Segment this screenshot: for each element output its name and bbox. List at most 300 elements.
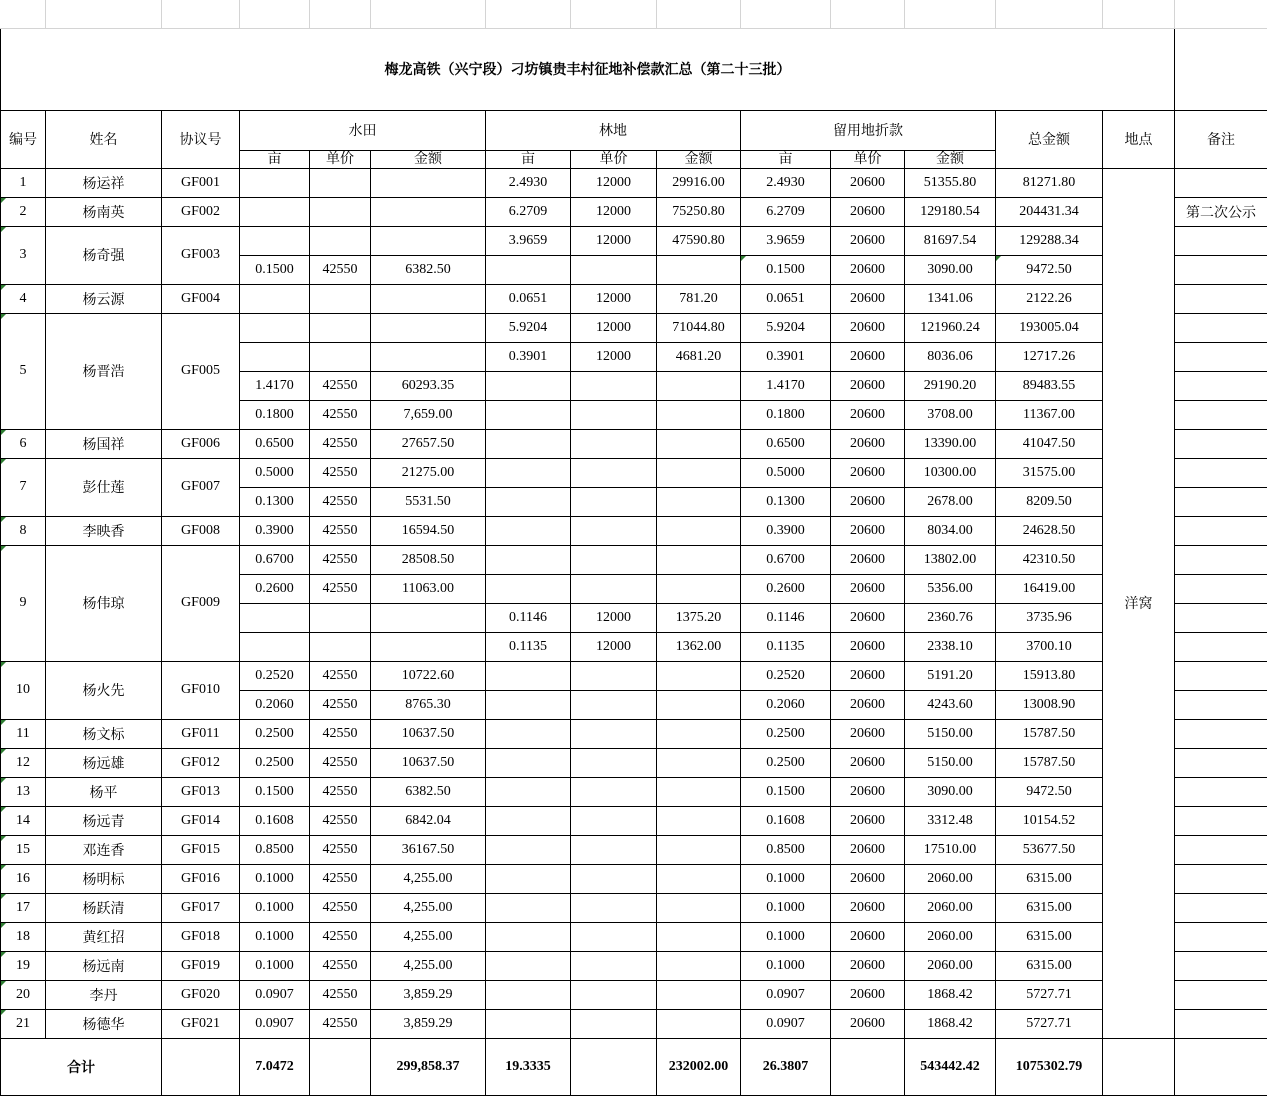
forest-amount-cell[interactable]: 1362.00 xyxy=(657,632,741,661)
cell[interactable] xyxy=(741,0,831,28)
header-reserved[interactable]: 留用地折款 xyxy=(741,110,996,150)
reserved-price-cell[interactable]: 20600 xyxy=(831,255,905,284)
reserved-mu-cell[interactable]: 0.1608 xyxy=(741,806,831,835)
seq-cell[interactable]: 5 xyxy=(1,313,46,429)
paddy-price-cell[interactable]: 42550 xyxy=(310,400,371,429)
paddy-mu-cell[interactable]: 0.2520 xyxy=(240,661,310,690)
paddy-price-cell[interactable]: 42550 xyxy=(310,429,371,458)
header-forest-price[interactable]: 单价 xyxy=(571,150,657,168)
header-location[interactable]: 地点 xyxy=(1103,110,1175,168)
remark-cell[interactable] xyxy=(1175,371,1267,400)
remark-cell[interactable] xyxy=(1175,429,1267,458)
agreement-cell[interactable]: GF012 xyxy=(162,748,240,777)
seq-cell[interactable]: 19 xyxy=(1,951,46,980)
reserved-mu-cell[interactable]: 0.1800 xyxy=(741,400,831,429)
reserved-price-cell[interactable]: 20600 xyxy=(831,603,905,632)
paddy-mu-cell[interactable]: 0.5000 xyxy=(240,458,310,487)
location-cell[interactable]: 洋窝 xyxy=(1103,168,1175,1038)
total-cell[interactable]: 3700.10 xyxy=(996,632,1103,661)
total-cell[interactable]: 6315.00 xyxy=(996,922,1103,951)
paddy-price-cell[interactable] xyxy=(310,284,371,313)
paddy-mu-cell[interactable]: 0.2500 xyxy=(240,719,310,748)
total-cell[interactable]: 193005.04 xyxy=(996,313,1103,342)
paddy-amount-cell[interactable]: 10637.50 xyxy=(371,748,486,777)
paddy-amount-cell[interactable]: 11063.00 xyxy=(371,574,486,603)
reserved-price-cell[interactable]: 20600 xyxy=(831,487,905,516)
totals-paddy-mu[interactable]: 7.0472 xyxy=(240,1038,310,1095)
reserved-mu-cell[interactable]: 0.1000 xyxy=(741,893,831,922)
reserved-mu-cell[interactable]: 0.1500 xyxy=(741,255,831,284)
remark-cell[interactable] xyxy=(1175,1009,1267,1038)
forest-mu-cell[interactable] xyxy=(486,719,571,748)
forest-price-cell[interactable]: 12000 xyxy=(571,284,657,313)
reserved-price-cell[interactable]: 20600 xyxy=(831,429,905,458)
paddy-mu-cell[interactable] xyxy=(240,197,310,226)
forest-price-cell[interactable]: 12000 xyxy=(571,168,657,197)
paddy-price-cell[interactable]: 42550 xyxy=(310,864,371,893)
reserved-amount-cell[interactable]: 3090.00 xyxy=(905,255,996,284)
seq-cell[interactable]: 11 xyxy=(1,719,46,748)
forest-mu-cell[interactable] xyxy=(486,1009,571,1038)
total-cell[interactable]: 204431.34 xyxy=(996,197,1103,226)
paddy-amount-cell[interactable]: 60293.35 xyxy=(371,371,486,400)
reserved-mu-cell[interactable]: 0.1000 xyxy=(741,864,831,893)
remark-cell[interactable] xyxy=(1175,661,1267,690)
paddy-amount-cell[interactable]: 36167.50 xyxy=(371,835,486,864)
agreement-cell[interactable]: GF006 xyxy=(162,429,240,458)
cell[interactable] xyxy=(1175,0,1267,28)
total-cell[interactable]: 6315.00 xyxy=(996,893,1103,922)
reserved-mu-cell[interactable]: 0.1146 xyxy=(741,603,831,632)
reserved-price-cell[interactable]: 20600 xyxy=(831,197,905,226)
seq-cell[interactable]: 9 xyxy=(1,545,46,661)
paddy-price-cell[interactable]: 42550 xyxy=(310,1009,371,1038)
cell[interactable] xyxy=(831,1038,905,1095)
forest-amount-cell[interactable] xyxy=(657,429,741,458)
paddy-price-cell[interactable] xyxy=(310,342,371,371)
forest-price-cell[interactable] xyxy=(571,748,657,777)
reserved-mu-cell[interactable]: 0.8500 xyxy=(741,835,831,864)
total-cell[interactable]: 5727.71 xyxy=(996,1009,1103,1038)
paddy-price-cell[interactable]: 42550 xyxy=(310,487,371,516)
agreement-cell[interactable]: GF002 xyxy=(162,197,240,226)
paddy-mu-cell[interactable]: 0.6500 xyxy=(240,429,310,458)
paddy-amount-cell[interactable]: 27657.50 xyxy=(371,429,486,458)
paddy-price-cell[interactable]: 42550 xyxy=(310,458,371,487)
cell[interactable] xyxy=(46,0,162,28)
agreement-cell[interactable]: GF008 xyxy=(162,516,240,545)
forest-price-cell[interactable] xyxy=(571,661,657,690)
paddy-amount-cell[interactable] xyxy=(371,168,486,197)
forest-price-cell[interactable] xyxy=(571,777,657,806)
cell[interactable] xyxy=(571,1038,657,1095)
paddy-price-cell[interactable] xyxy=(310,313,371,342)
header-reserved-amount[interactable]: 金额 xyxy=(905,150,996,168)
remark-cell[interactable] xyxy=(1175,719,1267,748)
total-cell[interactable]: 15913.80 xyxy=(996,661,1103,690)
forest-price-cell[interactable] xyxy=(571,806,657,835)
remark-cell[interactable] xyxy=(1175,545,1267,574)
remark-cell[interactable] xyxy=(1175,748,1267,777)
paddy-amount-cell[interactable]: 6842.04 xyxy=(371,806,486,835)
paddy-amount-cell[interactable]: 6382.50 xyxy=(371,255,486,284)
cell[interactable] xyxy=(310,1038,371,1095)
forest-amount-cell[interactable] xyxy=(657,951,741,980)
total-cell[interactable]: 11367.00 xyxy=(996,400,1103,429)
forest-amount-cell[interactable] xyxy=(657,690,741,719)
paddy-amount-cell[interactable]: 5531.50 xyxy=(371,487,486,516)
forest-mu-cell[interactable] xyxy=(486,458,571,487)
reserved-amount-cell[interactable]: 5150.00 xyxy=(905,719,996,748)
name-cell[interactable]: 杨国祥 xyxy=(46,429,162,458)
forest-amount-cell[interactable]: 1375.20 xyxy=(657,603,741,632)
header-seq[interactable]: 编号 xyxy=(1,110,46,168)
remark-cell[interactable] xyxy=(1175,458,1267,487)
reserved-amount-cell[interactable]: 2360.76 xyxy=(905,603,996,632)
reserved-price-cell[interactable]: 20600 xyxy=(831,690,905,719)
totals-forest-amount[interactable]: 232002.00 xyxy=(657,1038,741,1095)
paddy-price-cell[interactable]: 42550 xyxy=(310,516,371,545)
forest-price-cell[interactable]: 12000 xyxy=(571,632,657,661)
agreement-cell[interactable]: GF010 xyxy=(162,661,240,719)
reserved-amount-cell[interactable]: 129180.54 xyxy=(905,197,996,226)
reserved-amount-cell[interactable]: 2060.00 xyxy=(905,951,996,980)
reserved-price-cell[interactable]: 20600 xyxy=(831,864,905,893)
paddy-mu-cell[interactable]: 0.1500 xyxy=(240,777,310,806)
seq-cell[interactable]: 4 xyxy=(1,284,46,313)
remark-cell[interactable] xyxy=(1175,487,1267,516)
paddy-price-cell[interactable]: 42550 xyxy=(310,255,371,284)
reserved-mu-cell[interactable]: 3.9659 xyxy=(741,226,831,255)
seq-cell[interactable]: 13 xyxy=(1,777,46,806)
paddy-mu-cell[interactable]: 0.6700 xyxy=(240,545,310,574)
reserved-mu-cell[interactable]: 0.0907 xyxy=(741,1009,831,1038)
paddy-amount-cell[interactable] xyxy=(371,284,486,313)
cell[interactable] xyxy=(371,0,486,28)
remark-cell[interactable] xyxy=(1175,313,1267,342)
reserved-price-cell[interactable]: 20600 xyxy=(831,371,905,400)
remark-cell[interactable] xyxy=(1175,632,1267,661)
total-cell[interactable]: 6315.00 xyxy=(996,864,1103,893)
cell[interactable] xyxy=(996,0,1103,28)
forest-price-cell[interactable] xyxy=(571,1009,657,1038)
seq-cell[interactable]: 20 xyxy=(1,980,46,1009)
name-cell[interactable]: 彭仕莲 xyxy=(46,458,162,516)
paddy-mu-cell[interactable]: 0.2060 xyxy=(240,690,310,719)
agreement-cell[interactable]: GF016 xyxy=(162,864,240,893)
forest-mu-cell[interactable] xyxy=(486,922,571,951)
agreement-cell[interactable]: GF021 xyxy=(162,1009,240,1038)
forest-mu-cell[interactable] xyxy=(486,748,571,777)
forest-amount-cell[interactable]: 4681.20 xyxy=(657,342,741,371)
forest-amount-cell[interactable] xyxy=(657,661,741,690)
header-paddy-mu[interactable]: 亩 xyxy=(240,150,310,168)
total-cell[interactable]: 15787.50 xyxy=(996,719,1103,748)
forest-mu-cell[interactable] xyxy=(486,980,571,1009)
forest-price-cell[interactable] xyxy=(571,371,657,400)
total-cell[interactable]: 13008.90 xyxy=(996,690,1103,719)
forest-price-cell[interactable]: 12000 xyxy=(571,342,657,371)
forest-amount-cell[interactable] xyxy=(657,516,741,545)
name-cell[interactable]: 杨火先 xyxy=(46,661,162,719)
paddy-amount-cell[interactable]: 6382.50 xyxy=(371,777,486,806)
reserved-amount-cell[interactable]: 5191.20 xyxy=(905,661,996,690)
reserved-price-cell[interactable]: 20600 xyxy=(831,574,905,603)
reserved-amount-cell[interactable]: 2060.00 xyxy=(905,864,996,893)
cell[interactable] xyxy=(831,0,905,28)
reserved-mu-cell[interactable]: 0.1000 xyxy=(741,951,831,980)
forest-price-cell[interactable] xyxy=(571,893,657,922)
name-cell[interactable]: 杨远南 xyxy=(46,951,162,980)
paddy-price-cell[interactable]: 42550 xyxy=(310,922,371,951)
forest-mu-cell[interactable] xyxy=(486,574,571,603)
header-forest-amount[interactable]: 金额 xyxy=(657,150,741,168)
reserved-price-cell[interactable]: 20600 xyxy=(831,516,905,545)
forest-amount-cell[interactable]: 781.20 xyxy=(657,284,741,313)
forest-price-cell[interactable]: 12000 xyxy=(571,197,657,226)
reserved-mu-cell[interactable]: 0.5000 xyxy=(741,458,831,487)
paddy-amount-cell[interactable]: 8765.30 xyxy=(371,690,486,719)
forest-mu-cell[interactable] xyxy=(486,429,571,458)
forest-price-cell[interactable] xyxy=(571,980,657,1009)
remark-cell[interactable] xyxy=(1175,226,1267,255)
paddy-price-cell[interactable]: 42550 xyxy=(310,719,371,748)
paddy-mu-cell[interactable]: 1.4170 xyxy=(240,371,310,400)
reserved-amount-cell[interactable]: 13390.00 xyxy=(905,429,996,458)
reserved-amount-cell[interactable]: 121960.24 xyxy=(905,313,996,342)
cell[interactable] xyxy=(486,0,571,28)
total-cell[interactable]: 3735.96 xyxy=(996,603,1103,632)
paddy-price-cell[interactable]: 42550 xyxy=(310,980,371,1009)
paddy-mu-cell[interactable] xyxy=(240,342,310,371)
seq-cell[interactable]: 2 xyxy=(1,197,46,226)
forest-amount-cell[interactable] xyxy=(657,458,741,487)
paddy-mu-cell[interactable] xyxy=(240,632,310,661)
seq-cell[interactable]: 7 xyxy=(1,458,46,516)
name-cell[interactable]: 杨远青 xyxy=(46,806,162,835)
paddy-mu-cell[interactable]: 0.1000 xyxy=(240,951,310,980)
totals-grand-total[interactable]: 1075302.79 xyxy=(996,1038,1103,1095)
forest-amount-cell[interactable] xyxy=(657,777,741,806)
paddy-amount-cell[interactable]: 28508.50 xyxy=(371,545,486,574)
paddy-amount-cell[interactable]: 4,255.00 xyxy=(371,864,486,893)
reserved-amount-cell[interactable]: 5356.00 xyxy=(905,574,996,603)
reserved-amount-cell[interactable]: 17510.00 xyxy=(905,835,996,864)
forest-amount-cell[interactable] xyxy=(657,545,741,574)
paddy-amount-cell[interactable]: 4,255.00 xyxy=(371,893,486,922)
paddy-mu-cell[interactable]: 0.1300 xyxy=(240,487,310,516)
agreement-cell[interactable]: GF017 xyxy=(162,893,240,922)
forest-amount-cell[interactable] xyxy=(657,255,741,284)
header-paddy-amount[interactable]: 金额 xyxy=(371,150,486,168)
forest-price-cell[interactable] xyxy=(571,574,657,603)
reserved-price-cell[interactable]: 20600 xyxy=(831,313,905,342)
reserved-price-cell[interactable]: 20600 xyxy=(831,632,905,661)
reserved-amount-cell[interactable]: 8034.00 xyxy=(905,516,996,545)
seq-cell[interactable]: 12 xyxy=(1,748,46,777)
forest-amount-cell[interactable]: 47590.80 xyxy=(657,226,741,255)
agreement-cell[interactable]: GF018 xyxy=(162,922,240,951)
name-cell[interactable]: 杨平 xyxy=(46,777,162,806)
cell[interactable] xyxy=(657,0,741,28)
forest-mu-cell[interactable] xyxy=(486,487,571,516)
forest-amount-cell[interactable]: 71044.80 xyxy=(657,313,741,342)
reserved-price-cell[interactable]: 20600 xyxy=(831,226,905,255)
header-reserved-price[interactable]: 单价 xyxy=(831,150,905,168)
totals-paddy-amount[interactable]: 299,858.37 xyxy=(371,1038,486,1095)
remark-cell[interactable] xyxy=(1175,951,1267,980)
reserved-price-cell[interactable]: 20600 xyxy=(831,980,905,1009)
paddy-price-cell[interactable] xyxy=(310,197,371,226)
paddy-price-cell[interactable] xyxy=(310,632,371,661)
paddy-price-cell[interactable] xyxy=(310,603,371,632)
forest-price-cell[interactable] xyxy=(571,719,657,748)
forest-mu-cell[interactable] xyxy=(486,777,571,806)
paddy-price-cell[interactable]: 42550 xyxy=(310,951,371,980)
forest-mu-cell[interactable]: 5.9204 xyxy=(486,313,571,342)
header-remarks[interactable]: 备注 xyxy=(1175,110,1267,168)
reserved-mu-cell[interactable]: 0.0651 xyxy=(741,284,831,313)
seq-cell[interactable]: 10 xyxy=(1,661,46,719)
paddy-mu-cell[interactable]: 0.0907 xyxy=(240,980,310,1009)
forest-mu-cell[interactable]: 6.2709 xyxy=(486,197,571,226)
paddy-amount-cell[interactable]: 4,255.00 xyxy=(371,951,486,980)
forest-mu-cell[interactable]: 0.1146 xyxy=(486,603,571,632)
forest-mu-cell[interactable] xyxy=(486,545,571,574)
remark-cell[interactable] xyxy=(1175,922,1267,951)
agreement-cell[interactable]: GF003 xyxy=(162,226,240,284)
reserved-price-cell[interactable]: 20600 xyxy=(831,777,905,806)
agreement-cell[interactable]: GF015 xyxy=(162,835,240,864)
reserved-price-cell[interactable]: 20600 xyxy=(831,1009,905,1038)
forest-amount-cell[interactable] xyxy=(657,864,741,893)
reserved-mu-cell[interactable]: 0.2500 xyxy=(741,719,831,748)
name-cell[interactable]: 杨文标 xyxy=(46,719,162,748)
reserved-amount-cell[interactable]: 2060.00 xyxy=(905,922,996,951)
forest-amount-cell[interactable] xyxy=(657,487,741,516)
forest-mu-cell[interactable] xyxy=(486,951,571,980)
total-cell[interactable]: 9472.50 xyxy=(996,777,1103,806)
seq-cell[interactable]: 3 xyxy=(1,226,46,284)
totals-forest-mu[interactable]: 19.3335 xyxy=(486,1038,571,1095)
reserved-mu-cell[interactable]: 0.6500 xyxy=(741,429,831,458)
sheet-title[interactable]: 梅龙高铁（兴宁段）刁坊镇贵丰村征地补偿款汇总（第二十三批） xyxy=(1,28,1175,110)
paddy-price-cell[interactable]: 42550 xyxy=(310,690,371,719)
forest-mu-cell[interactable] xyxy=(486,864,571,893)
forest-amount-cell[interactable]: 29916.00 xyxy=(657,168,741,197)
forest-mu-cell[interactable]: 2.4930 xyxy=(486,168,571,197)
total-cell[interactable]: 10154.52 xyxy=(996,806,1103,835)
total-cell[interactable]: 129288.34 xyxy=(996,226,1103,255)
name-cell[interactable]: 李丹 xyxy=(46,980,162,1009)
forest-price-cell[interactable]: 12000 xyxy=(571,313,657,342)
reserved-mu-cell[interactable]: 0.3900 xyxy=(741,516,831,545)
remark-cell[interactable] xyxy=(1175,603,1267,632)
cell[interactable] xyxy=(240,0,310,28)
forest-mu-cell[interactable] xyxy=(486,661,571,690)
forest-price-cell[interactable] xyxy=(571,864,657,893)
cell[interactable] xyxy=(1,0,46,28)
paddy-amount-cell[interactable]: 10722.60 xyxy=(371,661,486,690)
forest-mu-cell[interactable] xyxy=(486,255,571,284)
reserved-mu-cell[interactable]: 0.1135 xyxy=(741,632,831,661)
remark-cell[interactable] xyxy=(1175,777,1267,806)
paddy-price-cell[interactable]: 42550 xyxy=(310,835,371,864)
paddy-amount-cell[interactable] xyxy=(371,313,486,342)
agreement-cell[interactable]: GF011 xyxy=(162,719,240,748)
total-cell[interactable]: 15787.50 xyxy=(996,748,1103,777)
reserved-amount-cell[interactable]: 81697.54 xyxy=(905,226,996,255)
name-cell[interactable]: 杨伟琼 xyxy=(46,545,162,661)
totals-label[interactable]: 合计 xyxy=(1,1038,162,1095)
agreement-cell[interactable]: GF009 xyxy=(162,545,240,661)
reserved-amount-cell[interactable]: 2678.00 xyxy=(905,487,996,516)
forest-mu-cell[interactable] xyxy=(486,835,571,864)
remark-cell[interactable] xyxy=(1175,690,1267,719)
reserved-price-cell[interactable]: 20600 xyxy=(831,168,905,197)
remark-cell[interactable] xyxy=(1175,168,1267,197)
cell[interactable] xyxy=(310,0,371,28)
paddy-mu-cell[interactable]: 0.1000 xyxy=(240,864,310,893)
header-agreement[interactable]: 协议号 xyxy=(162,110,240,168)
total-cell[interactable]: 6315.00 xyxy=(996,951,1103,980)
paddy-price-cell[interactable]: 42550 xyxy=(310,661,371,690)
forest-price-cell[interactable] xyxy=(571,429,657,458)
total-cell[interactable]: 9472.50 xyxy=(996,255,1103,284)
paddy-mu-cell[interactable]: 0.3900 xyxy=(240,516,310,545)
name-cell[interactable]: 杨奇强 xyxy=(46,226,162,284)
reserved-mu-cell[interactable]: 0.0907 xyxy=(741,980,831,1009)
remark-cell[interactable] xyxy=(1175,574,1267,603)
paddy-mu-cell[interactable] xyxy=(240,226,310,255)
agreement-cell[interactable]: GF020 xyxy=(162,980,240,1009)
reserved-amount-cell[interactable]: 8036.06 xyxy=(905,342,996,371)
reserved-amount-cell[interactable]: 4243.60 xyxy=(905,690,996,719)
reserved-mu-cell[interactable]: 2.4930 xyxy=(741,168,831,197)
paddy-amount-cell[interactable] xyxy=(371,632,486,661)
header-paddy[interactable]: 水田 xyxy=(240,110,486,150)
forest-mu-cell[interactable] xyxy=(486,400,571,429)
remark-cell[interactable] xyxy=(1175,893,1267,922)
paddy-price-cell[interactable]: 42550 xyxy=(310,748,371,777)
total-cell[interactable]: 42310.50 xyxy=(996,545,1103,574)
seq-cell[interactable]: 17 xyxy=(1,893,46,922)
agreement-cell[interactable]: GF014 xyxy=(162,806,240,835)
reserved-mu-cell[interactable]: 0.1000 xyxy=(741,922,831,951)
forest-amount-cell[interactable] xyxy=(657,980,741,1009)
reserved-mu-cell[interactable]: 0.3901 xyxy=(741,342,831,371)
agreement-cell[interactable]: GF019 xyxy=(162,951,240,980)
total-cell[interactable]: 53677.50 xyxy=(996,835,1103,864)
header-paddy-price[interactable]: 单价 xyxy=(310,150,371,168)
reserved-mu-cell[interactable]: 1.4170 xyxy=(741,371,831,400)
reserved-amount-cell[interactable]: 13802.00 xyxy=(905,545,996,574)
reserved-mu-cell[interactable]: 0.6700 xyxy=(741,545,831,574)
remark-cell[interactable] xyxy=(1175,806,1267,835)
paddy-mu-cell[interactable]: 0.8500 xyxy=(240,835,310,864)
name-cell[interactable]: 李映香 xyxy=(46,516,162,545)
paddy-mu-cell[interactable]: 0.1000 xyxy=(240,922,310,951)
name-cell[interactable]: 杨运祥 xyxy=(46,168,162,197)
total-cell[interactable]: 2122.26 xyxy=(996,284,1103,313)
reserved-amount-cell[interactable]: 1868.42 xyxy=(905,980,996,1009)
name-cell[interactable]: 杨远雄 xyxy=(46,748,162,777)
paddy-amount-cell[interactable]: 3,859.29 xyxy=(371,980,486,1009)
forest-mu-cell[interactable] xyxy=(486,893,571,922)
paddy-amount-cell[interactable] xyxy=(371,342,486,371)
paddy-amount-cell[interactable]: 10637.50 xyxy=(371,719,486,748)
forest-amount-cell[interactable] xyxy=(657,719,741,748)
